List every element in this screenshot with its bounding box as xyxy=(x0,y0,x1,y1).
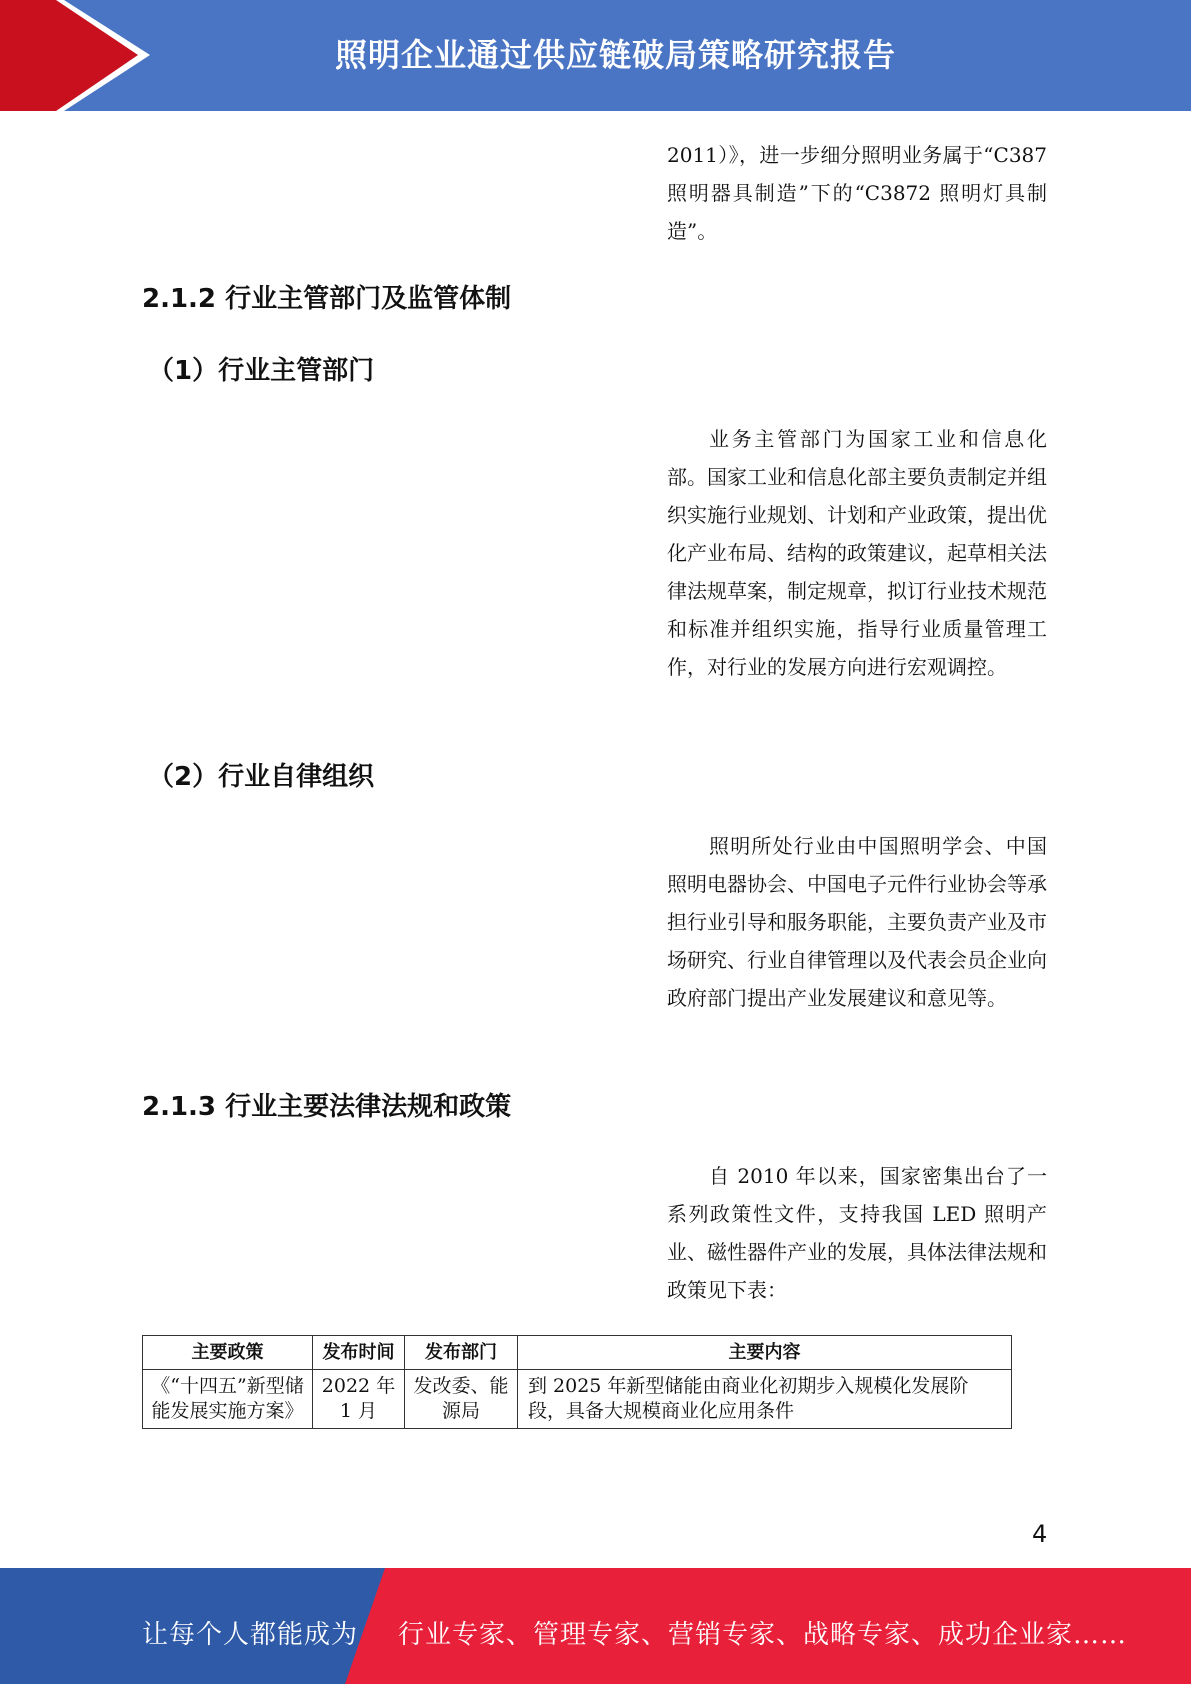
cell-content: 到 2025 年新型储能由商业化初期步入规模化发展阶段，具备大规模商业化应用条件 xyxy=(518,1370,1012,1429)
table-header-row xyxy=(143,1336,1012,1370)
self-regulation-paragraph: 照明所处行业由中国照明学会、中国照明电器协会、中国电子元件行业协会等承担行业引导和服务职能，主要负责产业及市场研究、行业自律管理以及代表会员企业向政府部门提出产业发展建议和意见等。 xyxy=(667,834,1047,1010)
cell-date: 2022 年 1 月 xyxy=(313,1370,405,1429)
header-title: 照明企业通过供应链破局策略研究报告 xyxy=(335,36,897,74)
header-policy: 主要政策 xyxy=(143,1336,313,1370)
section-2-1-3-heading: 2.1.3 行业主要法律法规和政策 xyxy=(142,1092,512,1122)
footer-slogan-right: 行业专家、管理专家、营销专家、战略专家、成功企业家…… xyxy=(398,1620,1128,1650)
subsection-1-heading: （1）行业主管部门 xyxy=(148,356,375,386)
table-row xyxy=(143,1370,1012,1429)
header-date: 发布时间 xyxy=(313,1336,405,1370)
policy-intro-paragraph: 自 2010 年以来，国家密集出台了一系列政策性文件，支持我国 LED 照明产业、磁性器件产业的发展，具体法律法规和政策见下表： xyxy=(667,1164,1047,1302)
section-2-1-2-heading: 2.1.2 行业主管部门及监管体制 xyxy=(142,284,512,314)
footer-slogan-left: 让每个人都能成为 xyxy=(142,1620,359,1650)
page-number: 4 xyxy=(1032,1520,1048,1548)
policy-table xyxy=(142,1335,1012,1429)
authority-paragraph: 业务主管部门为国家工业和信息化部。国家工业和信息化部主要负责制定并组织实施行业规划、计划和产业政策，提出优化产业布局、结构的政策建议，起草相关法律法规草案，制定规章，拟订行业技术规范和标准并组织实施，指导行业质量管理工作，对行业的发展方向进行宏观调控。 xyxy=(667,427,1047,679)
page-footer xyxy=(0,1568,1191,1684)
subsection-2-heading: （2）行业自律组织 xyxy=(148,762,375,792)
header-dept: 发布部门 xyxy=(405,1336,518,1370)
cell-policy: 《“十四五”新型储能发展实施方案》 xyxy=(143,1370,313,1429)
intro-paragraph: 2011）》，进一步细分照明业务属于“C387 照明器具制造”下的“C3872 照明灯具制造”。 xyxy=(667,143,1047,243)
header-content: 主要内容 xyxy=(518,1336,1012,1370)
page-header xyxy=(0,0,1191,111)
cell-dept: 发改委、能源局 xyxy=(405,1370,518,1429)
